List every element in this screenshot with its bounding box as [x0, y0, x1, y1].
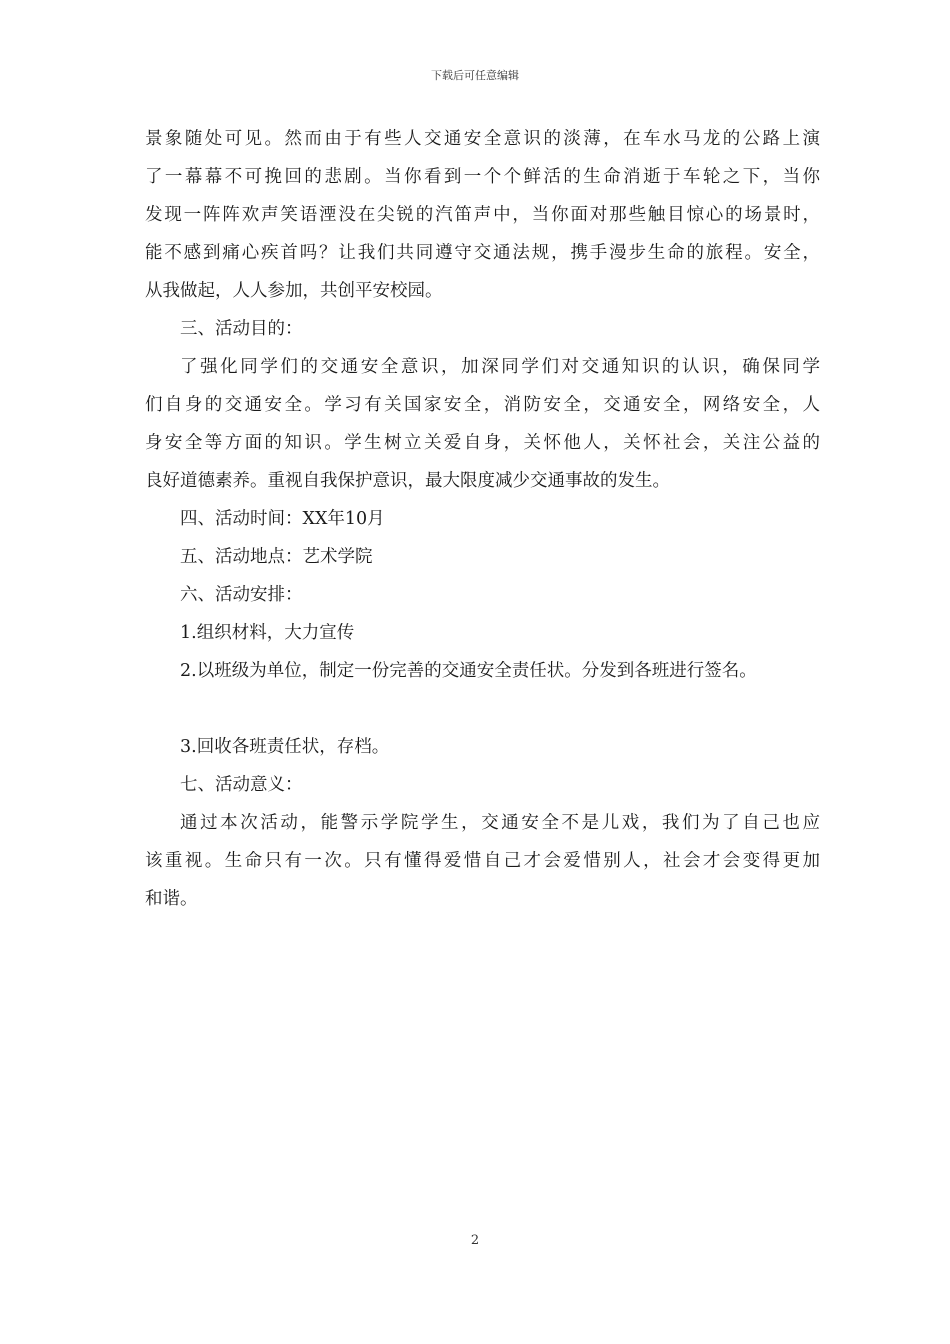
- paragraph-line: 们自身的交通安全。学习有关国家安全，消防安全，交通安全，网络安全，人: [145, 395, 820, 415]
- paragraph-line: 从我做起，人人参加，共创平安校园。: [145, 281, 443, 301]
- paragraph-line: 了强化同学们的交通安全意识，加深同学们对交通知识的认识，确保同学: [180, 357, 820, 377]
- list-item: 2.以班级为单位，制定一份完善的交通安全责任状。分发到各班进行签名。: [180, 661, 757, 681]
- section-heading-arrangement: 六、活动安排：: [180, 585, 303, 605]
- paragraph-line: 能不感到痛心疾首吗？让我们共同遵守交通法规，携手漫步生命的旅程。安全，: [145, 243, 820, 263]
- paragraph-line: 发现一阵阵欢声笑语湮没在尖锐的汽笛声中，当你面对那些触目惊心的场景时，: [145, 205, 820, 225]
- section-heading-purpose: 三、活动目的：: [180, 319, 303, 339]
- section-heading-significance: 七、活动意义：: [180, 775, 303, 795]
- paragraph-line: 良好道德素养。重视自我保护意识，最大限度减少交通事故的发生。: [145, 471, 670, 491]
- paragraph-line: 和谐。: [145, 889, 198, 909]
- document-body: [145, 120, 820, 918]
- list-item: 3.回收各班责任状，存档。: [180, 737, 390, 757]
- paragraph-line: 景象随处可见。然而由于有些人交通安全意识的淡薄，在车水马龙的公路上演: [145, 129, 820, 149]
- paragraph-line: 通过本次活动，能警示学院学生，交通安全不是儿戏，我们为了自己也应: [180, 813, 820, 833]
- paragraph-line: 该重视。生命只有一次。只有懂得爱惜自己才会爱惜别人，社会才会变得更加: [145, 851, 820, 871]
- page-number: 2: [470, 1233, 480, 1248]
- blank-line: [145, 690, 820, 728]
- list-item: 1.组织材料，大力宣传: [180, 623, 355, 643]
- section-heading-location: 五、活动地点：艺术学院: [180, 547, 373, 567]
- page-header-note: 下载后可任意编辑: [431, 69, 519, 82]
- paragraph-line: 了一幕幕不可挽回的悲剧。当你看到一个个鲜活的生命消逝于车轮之下，当你: [145, 167, 820, 187]
- section-heading-time: 四、活动时间：XX年10月: [180, 509, 385, 529]
- paragraph-line: 身安全等方面的知识。学生树立关爱自身，关怀他人，关怀社会，关注公益的: [145, 433, 820, 453]
